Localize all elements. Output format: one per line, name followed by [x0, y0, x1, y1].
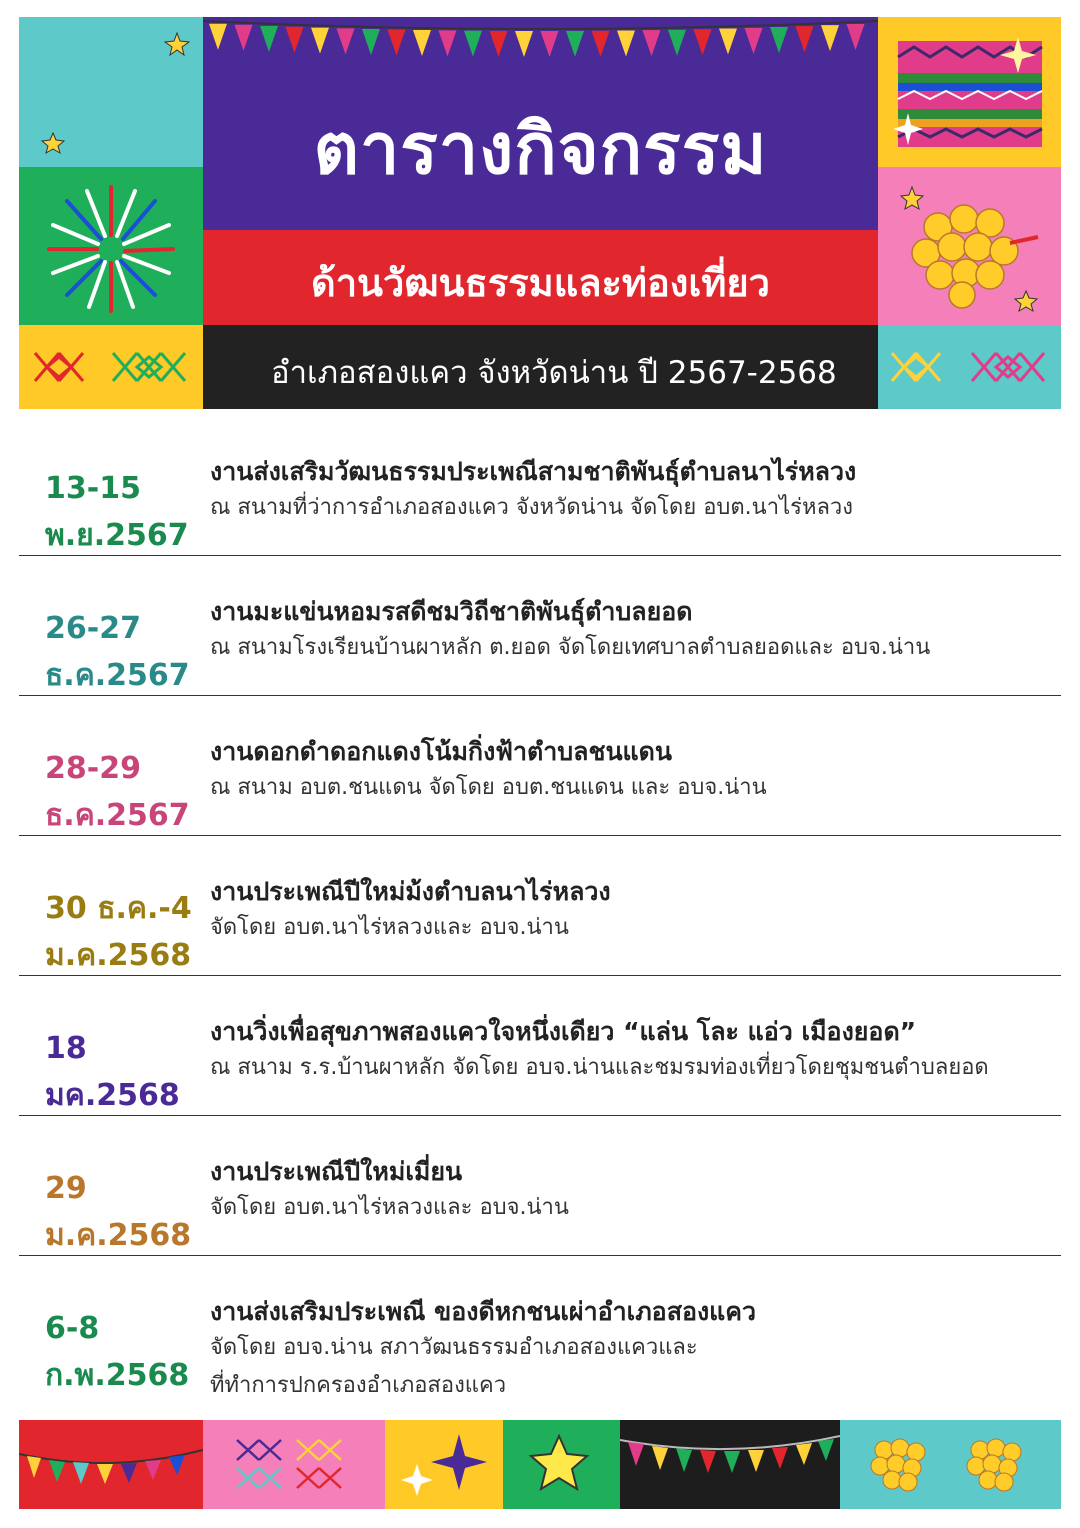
bunting-flag: [770, 27, 788, 53]
event-date: [45, 745, 190, 839]
pattern-icon: [878, 325, 1061, 409]
pattern-icon: [203, 1420, 385, 1509]
event-description: ณ สนามที่ว่าการอำเภอสองแคว จังหวัดน่าน จัดโดย อบต.นาไร่หลวง: [210, 495, 854, 520]
bunting-flag: [362, 29, 380, 55]
event-title: งานวิ่งเพื่อสุขภาพสองแควใจหนึ่งเดียว “แล่น โละ แอ่ว เมืองยอด”: [210, 1017, 917, 1046]
event-title: งานมะแข่นหอมรสดีชมวิถีชาติพันธุ์ตำบลยอด: [210, 597, 693, 626]
star-icon: [19, 17, 203, 167]
fruit-icon: [840, 1420, 1061, 1509]
event-date: [45, 885, 192, 979]
location-band: [203, 325, 878, 409]
teal-pattern-tile: [878, 325, 1061, 409]
black-bunting-tile: [620, 1420, 840, 1509]
bunting-icon: [620, 1420, 840, 1509]
event-date: [45, 1305, 189, 1399]
bunting-flag: [821, 25, 839, 51]
pink-fruit-tile: [878, 167, 1061, 325]
event-date: [45, 1165, 191, 1259]
bunting-flag: [235, 25, 253, 51]
event-date: [45, 465, 189, 559]
event-date-month-year: พ.ย.2567: [45, 518, 189, 553]
event-date-month-year: ธ.ค.2567: [45, 658, 190, 693]
event-date: [45, 605, 190, 699]
star-icon: [503, 1420, 620, 1509]
header-banner: [19, 17, 1061, 409]
location-text: อำเภอสองแคว จังหวัดน่าน ปี 2567-2568: [271, 355, 837, 391]
event-row: [19, 556, 1061, 696]
bunting-flag: [541, 31, 559, 57]
event-title: งานดอกดำดอกแดงโน้มกิ่งฟ้าตำบลชนแดน: [210, 737, 672, 766]
event-title: งานประเพณีปีใหม่ม้งตำบลนาไร่หลวง: [210, 877, 611, 906]
bunting-icon: [19, 1420, 203, 1509]
event-description: ณ สนาม อบต.ชนแดน จัดโดย อบต.ชนแดน และ อบจ.น่าน: [210, 775, 767, 800]
bunting-flag: [745, 28, 763, 54]
subtitle-band: [203, 230, 878, 325]
page-title: ตารางกิจกรรม: [313, 108, 768, 190]
event-row: [19, 416, 1061, 556]
yellow-textile-tile: [878, 17, 1061, 167]
yellow-pattern-tile: [19, 325, 203, 409]
event-date-month-year: มค.2568: [45, 1078, 180, 1113]
footer-banner: [19, 1420, 1061, 1509]
bunting-flag: [439, 30, 457, 56]
event-date-month-year: ม.ค.2568: [45, 938, 192, 973]
event-date-days: 18: [45, 1031, 87, 1066]
sparkle-icon: [385, 1420, 503, 1509]
event-description: ณ สนามโรงเรียนบ้านผาหลัก ต.ยอด จัดโดยเทศบาลตำบลยอดและ อบจ.น่าน: [210, 635, 931, 660]
event-date-month-year: ธ.ค.2567: [45, 798, 190, 833]
event-date-days: 28-29: [45, 751, 141, 786]
pattern-icon: [19, 325, 203, 409]
event-date-days: 26-27: [45, 611, 141, 646]
bunting-flag: [796, 26, 814, 52]
bunting-flag: [464, 31, 482, 57]
event-title: งานส่งเสริมวัฒนธรรมประเพณีสามชาติพันธุ์ตำบลนาไร่หลวง: [210, 457, 857, 486]
firework-icon: [19, 167, 203, 325]
yellow-sparkle-tile: [385, 1420, 503, 1509]
green-star-tile: [503, 1420, 620, 1509]
textile-icon: [878, 17, 1061, 167]
event-description: ที่ทำการปกครองอำเภอสองแคว: [210, 1373, 507, 1398]
page-subtitle: ด้านวัฒนธรรมและท่องเที่ยว: [311, 261, 770, 305]
event-date-days: 30 ธ.ค.-4: [45, 891, 192, 926]
teal-tile: [19, 17, 203, 167]
bunting-flag: [413, 30, 431, 56]
event-date-month-year: ม.ค.2568: [45, 1218, 192, 1253]
bunting-flag: [566, 31, 584, 57]
bunting-icon: [203, 17, 878, 77]
bunting-flag: [617, 30, 635, 56]
bunting-flag: [694, 29, 712, 55]
fruit-icon: [878, 167, 1061, 325]
bunting-flag: [515, 31, 533, 57]
bunting-flag: [643, 30, 661, 56]
teal-fruit-tile: [840, 1420, 1061, 1509]
bunting-flag: [209, 24, 227, 50]
bunting-flag: [719, 29, 737, 55]
event-description: จัดโดย อบต.นาไร่หลวงและ อบจ.น่าน: [210, 1195, 569, 1220]
red-bunting-tile: [19, 1420, 203, 1509]
event-date-days: 29: [45, 1171, 87, 1206]
event-date-days: 13-15: [45, 471, 141, 506]
bunting-flag: [388, 30, 406, 56]
event-title: งานประเพณีปีใหม่เมี่ยน: [210, 1157, 463, 1186]
event-row: [19, 1256, 1061, 1416]
event-description: จัดโดย อบต.นาไร่หลวงและ อบจ.น่าน: [210, 915, 569, 940]
bunting-flag: [668, 30, 686, 56]
bunting-flag: [260, 26, 278, 52]
bunting-flag: [286, 27, 304, 53]
event-date: [45, 1025, 180, 1119]
event-row: [19, 696, 1061, 836]
pink-pattern-tile: [203, 1420, 385, 1509]
event-row: [19, 836, 1061, 976]
event-description: ณ สนาม ร.ร.บ้านผาหลัก จัดโดย อบจ.น่านและชมรมท่องเที่ยวโดยชุมชนตำบลยอด: [210, 1055, 989, 1080]
bunting-flag: [337, 28, 355, 54]
event-description: จัดโดย อบจ.น่าน สภาวัฒนธรรมอำเภอสองแควและ: [210, 1335, 698, 1360]
green-tile: [19, 167, 203, 325]
bunting-flag: [311, 28, 329, 54]
title-panel: [203, 17, 878, 230]
event-date-month-year: ก.พ.2568: [45, 1358, 190, 1393]
event-row: [19, 976, 1061, 1116]
bunting-flag: [847, 24, 865, 50]
event-row: [19, 1116, 1061, 1256]
bunting-flag: [592, 31, 610, 57]
event-title: งานส่งเสริมประเพณี ของดีหกชนเผ่าอำเภอสองแคว: [210, 1297, 757, 1326]
event-date-days: 6-8: [45, 1311, 100, 1346]
bunting-flag: [490, 31, 508, 57]
